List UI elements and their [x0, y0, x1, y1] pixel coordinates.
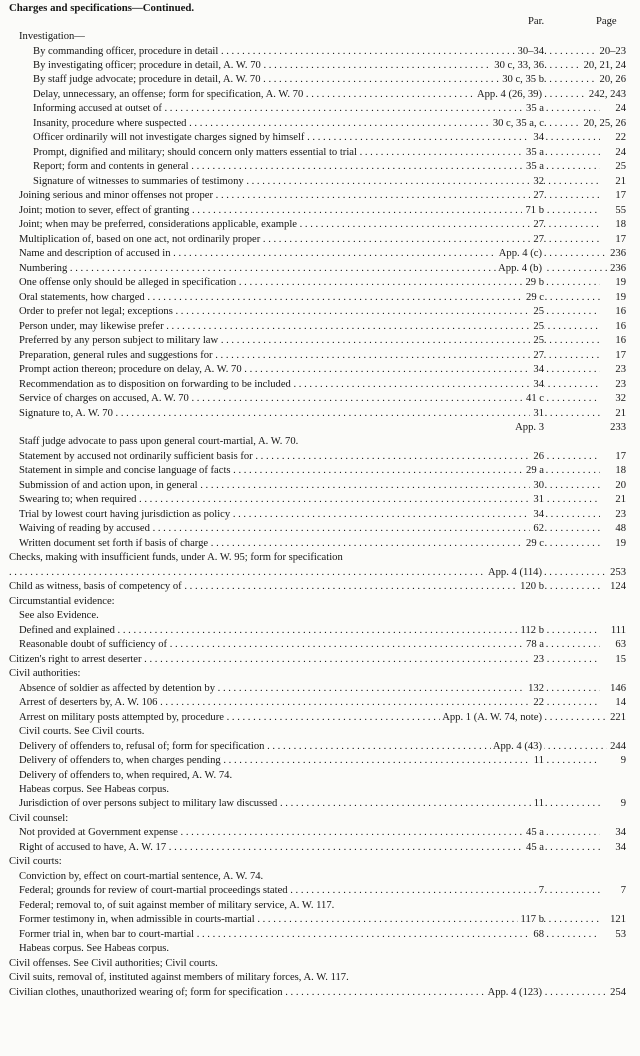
- entry-text: Conviction by, effect on court-martial sentence, A. W. 74.: [19, 870, 264, 882]
- index-entry: [0, 508, 640, 522]
- index-entry: [0, 378, 640, 392]
- page-number: 17: [612, 233, 626, 247]
- page-number: 34: [612, 826, 626, 840]
- page-number: 20, 26: [597, 73, 626, 87]
- index-entry: [0, 855, 640, 869]
- index-entry: [0, 59, 640, 73]
- page-number: 221: [607, 711, 626, 725]
- index-entry: [0, 711, 640, 725]
- entry-text: Investigation—: [19, 31, 85, 42]
- paragraph-number: 25: [530, 305, 544, 319]
- entry-text: Signature to, A. W. 70 . . .: [19, 407, 600, 421]
- index-entry: [0, 797, 640, 811]
- index-entry: [0, 247, 640, 261]
- index-entry: [0, 45, 640, 59]
- entry-text: Joint; when may be preferred, considerations applicable, example . . .: [19, 218, 600, 232]
- entry-text: Joining serious and minor offenses not proper . . .: [19, 189, 600, 203]
- page-number: 19: [612, 276, 626, 290]
- paragraph-number: 23: [530, 653, 544, 667]
- index-entry: [0, 551, 640, 565]
- paragraph-number: 78 a: [523, 638, 544, 652]
- index-entry: [0, 291, 640, 305]
- page-number: 233: [607, 421, 626, 435]
- entry-text: Prompt action thereon; procedure on delay, A. W. 70 . . .: [19, 363, 600, 377]
- column-headers: [0, 16, 640, 30]
- index-entry: [0, 986, 640, 1000]
- index-entry: [0, 102, 640, 116]
- index-entry: [0, 667, 640, 681]
- page-number: 17: [612, 189, 626, 203]
- paragraph-number: 112 b: [518, 624, 544, 638]
- page-number: 9: [618, 754, 626, 768]
- appendix-reference: App. 4 (43): [492, 740, 542, 752]
- page-number: 242, 243: [586, 88, 626, 102]
- index-entry: [0, 580, 640, 594]
- entry-text: Informing accused at outset of . . .: [33, 102, 600, 116]
- page-number: 236: [607, 247, 626, 261]
- page-number: 14: [612, 696, 626, 710]
- page-number: 146: [607, 682, 626, 696]
- page-number: 32: [612, 392, 626, 406]
- page-number: 124: [607, 580, 626, 594]
- entry-text: Name and description of accused in . . .: [19, 247, 620, 261]
- entry-text: Recommendation as to disposition on forwarding to be included . . .: [19, 378, 600, 392]
- entry-text: Preparation, general rules and suggestions for . . .: [19, 349, 600, 363]
- index-entry: [0, 276, 640, 290]
- page-number: 253: [607, 566, 626, 580]
- index-entry: [0, 696, 640, 710]
- entry-text: Reasonable doubt of sufficiency of . . .: [19, 638, 600, 652]
- entry-text: One offense only should be alleged in specification . . .: [19, 276, 600, 290]
- index-entry: [0, 899, 640, 913]
- paragraph-number: 27: [530, 218, 544, 232]
- paragraph-number: 31: [530, 407, 544, 421]
- entry-text: Prompt, dignified and military; should concern only matters essential to trial . . .: [33, 146, 600, 160]
- index-entry: [0, 841, 640, 855]
- paragraph-number: 45 a: [523, 841, 544, 855]
- page-number: 236: [607, 262, 626, 276]
- entry-text: Absence of soldier as affected by detention by . . .: [19, 682, 600, 696]
- paragraph-number: 30–34: [515, 45, 544, 59]
- entry-text: Defined and explained . . .: [19, 624, 600, 638]
- entry-text: Person under, may likewise prefer . . .: [19, 320, 600, 334]
- appendix-reference: App. 4 (b): [498, 262, 542, 274]
- page-number: 53: [612, 928, 626, 942]
- index-entry: [0, 233, 640, 247]
- page-number: 63: [612, 638, 626, 652]
- index-entry: [0, 218, 640, 232]
- appendix-reference: App. 4 (26, 39): [476, 88, 542, 100]
- paragraph-number: 132: [525, 682, 544, 696]
- entry-text: Civil counsel:: [9, 812, 69, 824]
- paragraph-number: 117 b: [518, 913, 544, 927]
- entry-text: By commanding officer, procedure in detail . . .: [33, 45, 600, 59]
- paragraph-number: 29 c: [523, 537, 544, 551]
- paragraph-number: 32: [530, 175, 544, 189]
- page-number: 7: [618, 884, 626, 898]
- entry-text: Preferred by any person subject to military law . . .: [19, 334, 600, 348]
- paragraph-number: 34: [530, 131, 544, 145]
- page-number: 22: [612, 131, 626, 145]
- index-entry: [0, 407, 640, 421]
- paragraph-number: 25: [530, 334, 544, 348]
- index-entry: [0, 204, 640, 218]
- index-entry: [0, 913, 640, 927]
- index-entry: [0, 566, 640, 580]
- index-entry: [0, 812, 640, 826]
- entry-text: By staff judge advocate; procedure in detail, A. W. 70 . . .: [33, 73, 600, 87]
- index-entry: [0, 682, 640, 696]
- index-entry: [0, 609, 640, 623]
- index-entry: [0, 30, 640, 44]
- index-entry: [0, 595, 640, 609]
- index-entry: [0, 175, 640, 189]
- page-number: 23: [612, 508, 626, 522]
- entry-text: Oral statements, how charged . . .: [19, 291, 600, 305]
- paragraph-number: 7: [536, 884, 544, 898]
- paragraph-number: 26: [530, 450, 544, 464]
- page-number: 121: [607, 913, 626, 927]
- entry-text: Delivery of offenders to, refusal of; form for specification . . .: [19, 740, 620, 754]
- page-number: 20, 25, 26: [581, 117, 626, 131]
- appendix-reference: App. 4 (114): [487, 566, 542, 578]
- index-entry: [0, 450, 640, 464]
- entry-text: Arrest on military posts attempted by, procedure . . .: [19, 711, 620, 725]
- entry-text: Federal; grounds for review of court-martial proceedings stated . . .: [19, 884, 600, 898]
- entry-text: Not provided at Government expense . . .: [19, 826, 600, 840]
- entry-text: Numbering . . .: [19, 262, 620, 276]
- paragraph-number: 120 b: [517, 580, 544, 594]
- entry-text: Habeas corpus. See Habeas corpus.: [19, 943, 170, 955]
- paragraph-number: 68: [530, 928, 544, 942]
- index-entry: [0, 349, 640, 363]
- page-number: 20, 21, 24: [581, 59, 626, 73]
- index-entry: [0, 146, 640, 160]
- index-entry: [0, 73, 640, 87]
- paragraph-number: 27: [530, 233, 544, 247]
- index-entry: [0, 826, 640, 840]
- entry-text: Civil offenses. See Civil authorities; Civil courts.: [9, 957, 218, 969]
- par-column-header: Par.: [528, 16, 545, 27]
- page-number: 20: [612, 479, 626, 493]
- index-entry: [0, 421, 640, 435]
- page-number: 18: [612, 218, 626, 232]
- page-number: 16: [612, 334, 626, 348]
- page-number: 254: [607, 986, 626, 1000]
- page-number: 17: [612, 349, 626, 363]
- page-number: 111: [608, 624, 626, 638]
- index-entry: [0, 870, 640, 884]
- entry-text: Joint; motion to sever, effect of granting . . .: [19, 204, 600, 218]
- page-number: 18: [612, 464, 626, 478]
- entry-text: Civil courts. See Civil courts.: [19, 726, 145, 737]
- index-entry: [0, 131, 640, 145]
- page-number: 21: [612, 175, 626, 189]
- index-entry: [0, 88, 640, 102]
- entry-text: Delay, unnecessary, an offense; form for specification, A. W. 70 . . .: [33, 88, 620, 102]
- entry-text: Delivery of offenders to, when charges pending . . .: [19, 754, 600, 768]
- page-number: 20–23: [597, 45, 626, 59]
- paragraph-number: 30 c, 35 b: [499, 73, 544, 87]
- page-number: 15: [612, 653, 626, 667]
- index-entry: [0, 942, 640, 956]
- page-column-header: Page: [596, 16, 617, 27]
- paragraph-number: 30 c, 33, 36: [491, 59, 544, 73]
- entry-text: Trial by lowest court having jurisdiction as policy . . .: [19, 508, 600, 522]
- appendix-reference: App. 1 (A. W. 74, note): [442, 711, 542, 723]
- entry-text: Insanity, procedure where suspected . . .: [33, 117, 600, 131]
- paragraph-number: 34: [530, 508, 544, 522]
- entry-text: Signature of witnesses to summaries of testimony . . .: [33, 175, 600, 189]
- page-number: 23: [612, 363, 626, 377]
- page-heading: Charges and specifications—Continued.: [9, 2, 195, 14]
- paragraph-number: 62: [530, 522, 544, 536]
- index-entry: [0, 638, 640, 652]
- index-entry: [0, 884, 640, 898]
- paragraph-number: 31: [530, 493, 544, 507]
- page-number: 24: [612, 146, 626, 160]
- entry-text: Submission of and action upon, in general . . .: [19, 479, 600, 493]
- paragraph-number: 34: [530, 363, 544, 377]
- entry-text: Statement by accused not ordinarily sufficient basis for . . .: [19, 450, 600, 464]
- index-entry: [0, 653, 640, 667]
- paragraph-number: 29 b: [522, 276, 544, 290]
- index-entry: [0, 624, 640, 638]
- entry-text: Staff judge advocate to pass upon general court-martial, A. W. 70.: [19, 436, 299, 448]
- paragraph-number: 71 b: [522, 204, 544, 218]
- index-entry: [0, 769, 640, 783]
- paragraph-number: 27: [530, 349, 544, 363]
- paragraph-number: 41 c: [523, 392, 544, 406]
- appendix-reference: App. 4 (c): [498, 248, 542, 260]
- index-entry: [0, 435, 640, 449]
- page-number: 55: [612, 204, 626, 218]
- entry-text: Delivery of offenders to, when required, A. W. 74.: [19, 769, 233, 781]
- page-number: 23: [612, 378, 626, 392]
- page-number: 16: [612, 320, 626, 334]
- entry-text: Waiving of reading by accused . . .: [19, 522, 600, 536]
- paragraph-number: 25: [530, 320, 544, 334]
- paragraph-number: 30: [530, 479, 544, 493]
- page-number: 48: [612, 522, 626, 536]
- index-entry: [0, 537, 640, 551]
- entry-text: Multiplication of, based on one act, not ordinarily proper . . .: [19, 233, 600, 247]
- index-entry: [0, 117, 640, 131]
- index-entry: [0, 754, 640, 768]
- page-number: 19: [612, 537, 626, 551]
- paragraph-number: 30 c, 35 a, c: [490, 117, 544, 131]
- entry-text: Child as witness, basis of competency of . . .: [9, 580, 600, 594]
- paragraph-number: 29 a: [523, 464, 544, 478]
- page-number: 9: [618, 797, 626, 811]
- page-number: 17: [612, 450, 626, 464]
- index-entry: [0, 971, 640, 985]
- entry-text: Civil authorities:: [9, 668, 81, 680]
- index-entry: [0, 522, 640, 536]
- index-entry: [0, 305, 640, 319]
- entry-text: Habeas corpus. See Habeas corpus.: [19, 784, 170, 795]
- index-entry: [0, 189, 640, 203]
- entry-text: See also Evidence.: [19, 610, 99, 622]
- index-entry: [0, 334, 640, 348]
- page-number: 24: [612, 102, 626, 116]
- index-entry: [0, 262, 640, 276]
- index-entry: [0, 479, 640, 493]
- appendix-reference: App. 4 (123): [487, 986, 542, 998]
- entry-text: Arrest of deserters by, A. W. 106 . . .: [19, 696, 600, 710]
- page-number: 19: [612, 291, 626, 305]
- entry-text: Civilian clothes, unauthorized wearing of; form for specification . . .: [9, 986, 620, 1000]
- paragraph-number: 22: [530, 696, 544, 710]
- paragraph-number: 35 a: [523, 146, 544, 160]
- entry-text: Former trial in, when bar to court-martial . . .: [19, 928, 600, 942]
- paragraph-number: 35 a: [523, 160, 544, 174]
- index-entry: [0, 957, 640, 971]
- index-entry: [0, 493, 640, 507]
- index-entry: [0, 392, 640, 406]
- index-entry: [0, 363, 640, 377]
- entry-text: Right of accused to have, A. W. 17 . . .: [19, 841, 600, 855]
- paragraph-number: 34: [530, 378, 544, 392]
- paragraph-number: 11: [531, 754, 544, 768]
- page-number: 34: [612, 841, 626, 855]
- paragraph-number: App. 3: [512, 421, 544, 435]
- entry-text: Report; form and contents in general . . .: [33, 160, 600, 174]
- index-entry: [0, 725, 640, 739]
- entry-text: Federal; removal to, of suit against member of military service, A. W. 117.: [19, 899, 335, 911]
- index-entry: [0, 320, 640, 334]
- paragraph-number: 35 a: [523, 102, 544, 116]
- paragraph-number: 27: [530, 189, 544, 203]
- page-number: 16: [612, 305, 626, 319]
- entry-text: By investigating officer; procedure in detail, A. W. 70 . . .: [33, 59, 600, 73]
- page-number: 21: [612, 407, 626, 421]
- entry-text: Service of charges on accused, A. W. 70 . . .: [19, 392, 600, 406]
- paragraph-number: 29 c: [523, 291, 544, 305]
- index-entry: [0, 783, 640, 797]
- entry-text: Civil courts:: [9, 856, 62, 868]
- entry-text: Checks, making with insufficient funds, under A. W. 95; form for specification: [9, 552, 343, 564]
- entry-text: Officer ordinarily will not investigate charges signed by himself . . .: [33, 131, 600, 145]
- page-number: 244: [607, 740, 626, 754]
- entry-text: Citizen's right to arrest deserter . . .: [9, 653, 600, 667]
- index-entry: [0, 160, 640, 174]
- index-entry: [0, 464, 640, 478]
- entry-text: Civil suits, removal of, instituted against members of military forces, A. W. 117.: [9, 972, 349, 984]
- entry-text: Statement in simple and concise language of facts . . .: [19, 464, 600, 478]
- page-number: 25: [612, 160, 626, 174]
- index-entry: [0, 740, 640, 754]
- paragraph-number: 11: [531, 797, 544, 811]
- entry-text: Circumstantial evidence:: [9, 595, 115, 607]
- entry-text: Order to prefer not legal; exceptions . . .: [19, 305, 600, 319]
- entry-text: Former testimony in, when admissible in courts-martial . . .: [19, 913, 600, 927]
- index-entry: [0, 928, 640, 942]
- paragraph-number: 45 a: [523, 826, 544, 840]
- entry-text: Swearing to; when required . . .: [19, 493, 600, 507]
- page-number: 21: [612, 493, 626, 507]
- entry-text: Jurisdiction of over persons subject to military law discussed . . .: [19, 797, 600, 811]
- entry-text: Written document set forth if basis of charge . . .: [19, 537, 600, 551]
